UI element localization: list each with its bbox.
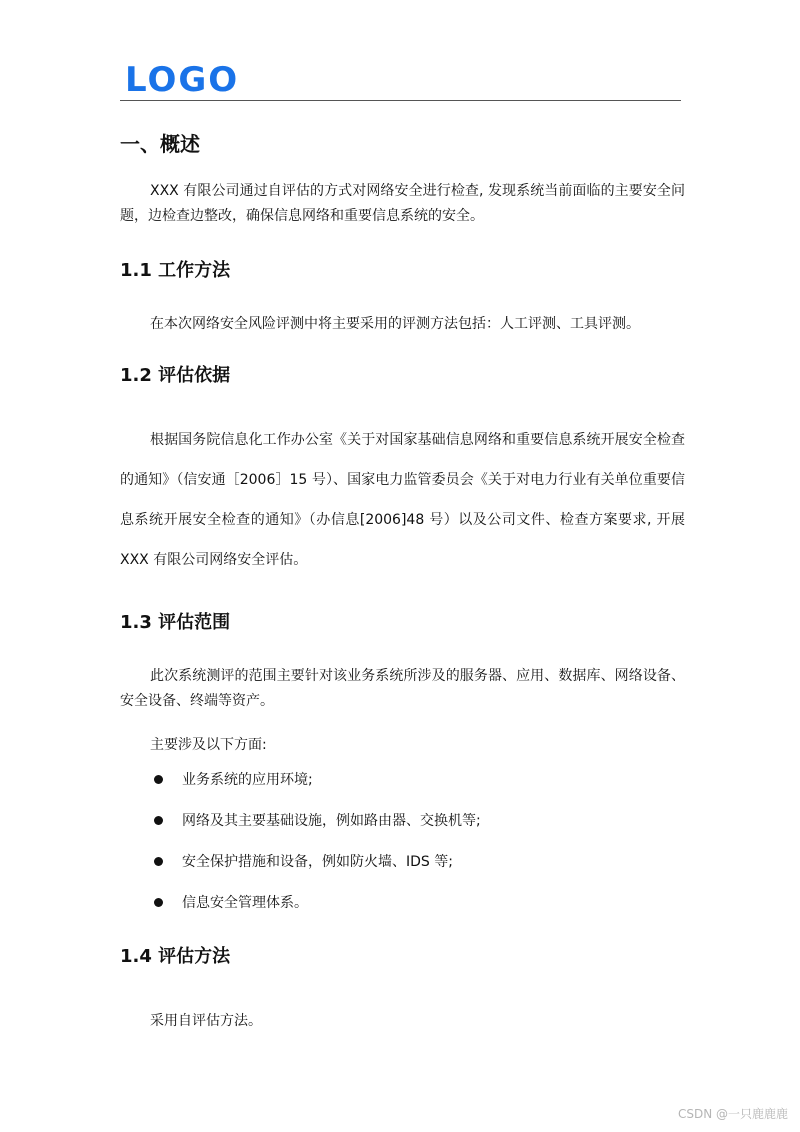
list-item-text: 业务系统的应用环境; (182, 772, 313, 788)
section-1-3-title: 1.3 评估范围 (120, 612, 231, 633)
list-item-text: 安全保护措施和设备，例如防火墙、IDS 等; (182, 854, 453, 870)
bullet-dot-icon (154, 816, 163, 825)
header-rule (120, 100, 681, 101)
section-1-1-text: 在本次网络安全风险评测中将主要采用的评测方法包括：人工评测、工具评测。 (150, 316, 640, 332)
section-1-2-title: 1.2 评估依据 (120, 365, 231, 386)
section-1-2-text: 根据国务院信息化工作办公室《关于对国家基础信息网络和重要信息系统开展安全检查的通知》（信安通［2006］15 号）、国家电力监管委员会《关于对电力行业有关单位重要信息系统开展安全检查的通知》（办信息[2006]48 号）以及公司文件、检查方案要求, 开展 XXX 有限公司网络安全评估。 (120, 432, 685, 568)
bullet-dot-icon (154, 857, 163, 866)
section-1-3-text: 此次系统测评的范围主要针对该业务系统所涉及的服务器、应用、数据库、网络设备、安全设备、终端等资产。 (120, 668, 685, 709)
bullet-dot-icon (154, 898, 163, 907)
list-item-text: 网络及其主要基础设施，例如路由器、交换机等; (182, 813, 481, 829)
bullet-dot-icon (154, 775, 163, 784)
section-1-3-lead: 主要涉及以下方面: (150, 737, 267, 753)
section-1-4-text: 采用自评估方法。 (150, 1013, 262, 1029)
logo: LOGO (125, 60, 240, 100)
section-1-4-title: 1.4 评估方法 (120, 946, 231, 967)
section-1-intro: XXX 有限公司通过自评估的方式对网络安全进行检查, 发现系统当前面临的主要安全问题，边检查边整改，确保信息网络和重要信息系统的安全。 (120, 183, 685, 224)
watermark: CSDN @一只鹿鹿鹿 (677, 1107, 788, 1121)
section-1-title: 一、概述 (120, 132, 200, 156)
section-1-1-title: 1.1 工作方法 (120, 260, 231, 281)
list-item-text: 信息安全管理体系。 (182, 895, 308, 911)
